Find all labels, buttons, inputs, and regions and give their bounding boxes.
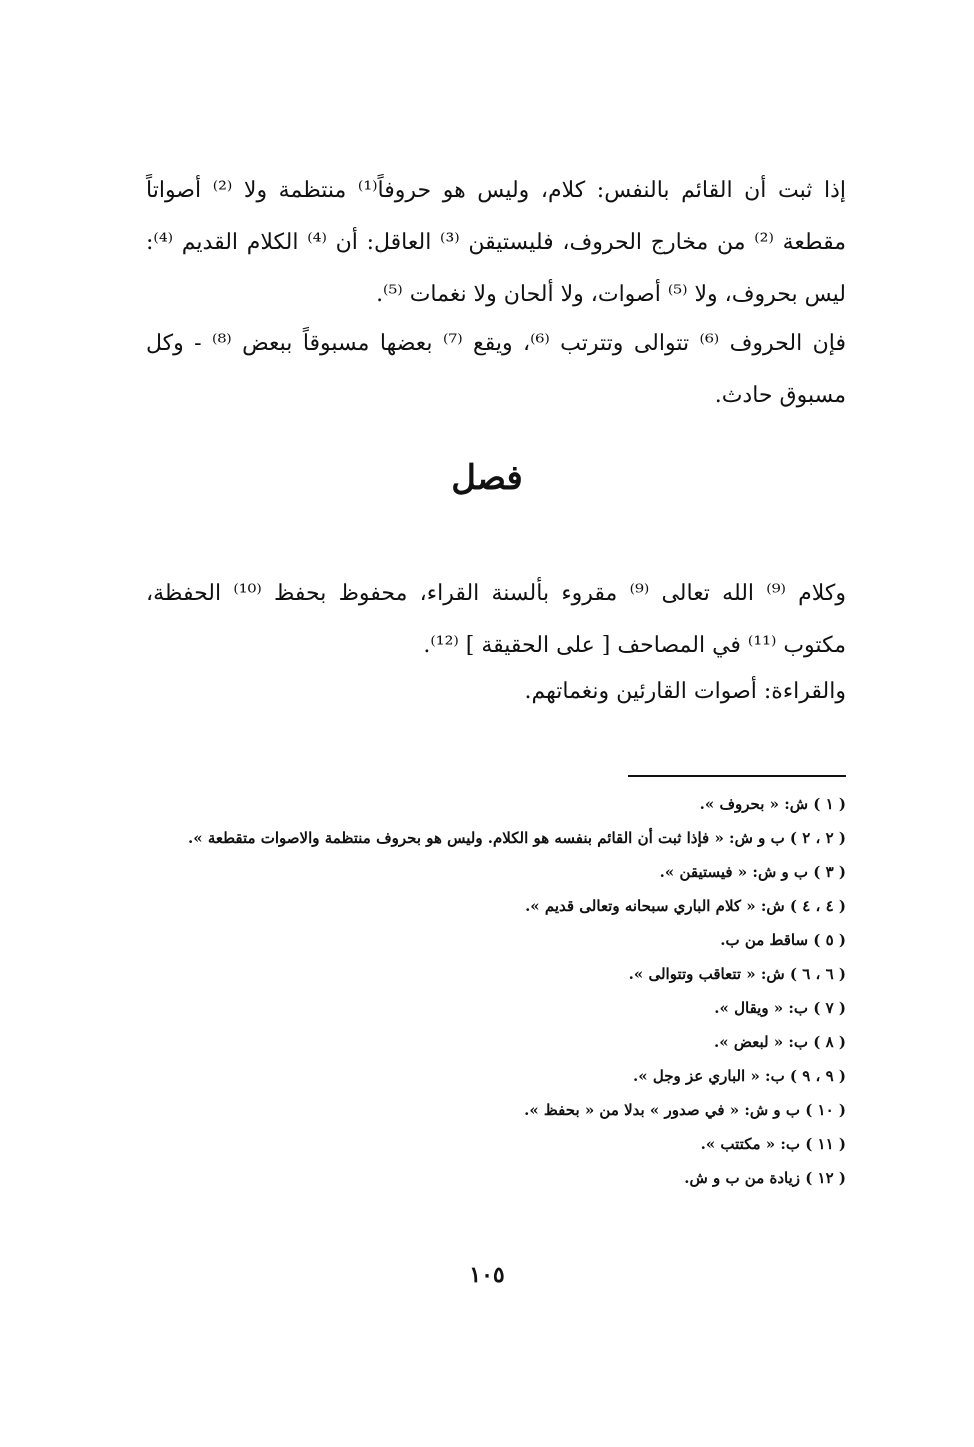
footnotes-list xyxy=(146,787,846,1195)
footnote-separator xyxy=(628,775,846,777)
footnote-item: ( ٨ ) ب: « لبعض ». xyxy=(714,1033,846,1051)
body-paragraph: إذا ثبت أن القائم بالنفس: كلام، وليس هو حروفاً⁽¹⁾ منتظمة ولا ⁽²⁾ أصواتاً مقطعة ⁽²⁾ من مخارج الحروف، فليستيقن ⁽³⁾ العاقل: أن ⁽⁴⁾ الكلام القديم ⁽⁴⁾: ليس بحروف، ولا ⁽⁵⁾ أصوات، ولا ألحان ولا نغمات ⁽⁵⁾. xyxy=(146,178,846,307)
footnote-item: ( ٤ ، ٤ ) ش: « كلام الباري سبحانه وتعالى قديم ». xyxy=(525,897,846,915)
footnote-item: ( ١١ ) ب: « مكتتب ». xyxy=(700,1135,846,1153)
footnote-item: ( ٩ ، ٩ ) ب: « الباري عز وجل ». xyxy=(633,1067,846,1085)
footnote-item: ( ١٢ ) زيادة من ب و ش. xyxy=(684,1169,846,1187)
section-paragraph: وكلام ⁽⁹⁾ الله تعالى ⁽⁹⁾ مقروء بألسنة القراء، محفوظ بحفظ ⁽¹⁰⁾ الحفظة، مكتوب ⁽¹¹⁾ في المصاحف [ على الحقيقة ] ⁽¹²⁾. xyxy=(146,581,846,658)
section-heading: فصل xyxy=(451,458,523,498)
footnote-item: ( ٢ ، ٢ ) ب و ش: « فإذا ثبت أن القائم بنفسه هو الكلام. وليس هو بحروف منتظمة والاصوات متقطعة ». xyxy=(188,829,846,847)
footnote-item: ( ١٠ ) ب و ش: « في صدور » بدلا من « بحفظ ». xyxy=(524,1101,846,1119)
footnote-item: ( ١ ) ش: « بحروف ». xyxy=(699,795,846,813)
body-paragraph: فإن الحروف ⁽⁶⁾ تتوالى وتترتب ⁽⁶⁾، ويقع ⁽⁷⁾ بعضها مسبوقاً ببعض ⁽⁸⁾ - وكل مسبوق حادث. xyxy=(146,331,846,408)
section-paragraph: والقراءة: أصوات القارئين ونغماتهم. xyxy=(524,679,846,704)
footnote-item: ( ٥ ) ساقط من ب. xyxy=(720,931,846,949)
footnote-item: ( ٦ ، ٦ ) ش: « تتعاقب وتتوالى ». xyxy=(628,965,846,983)
footnote-item: ( ٣ ) ب و ش: « فيستيقن ». xyxy=(659,863,846,881)
page-number: ١٠٥ xyxy=(469,1262,505,1288)
footnote-item: ( ٧ ) ب: « ويقال ». xyxy=(714,999,846,1017)
